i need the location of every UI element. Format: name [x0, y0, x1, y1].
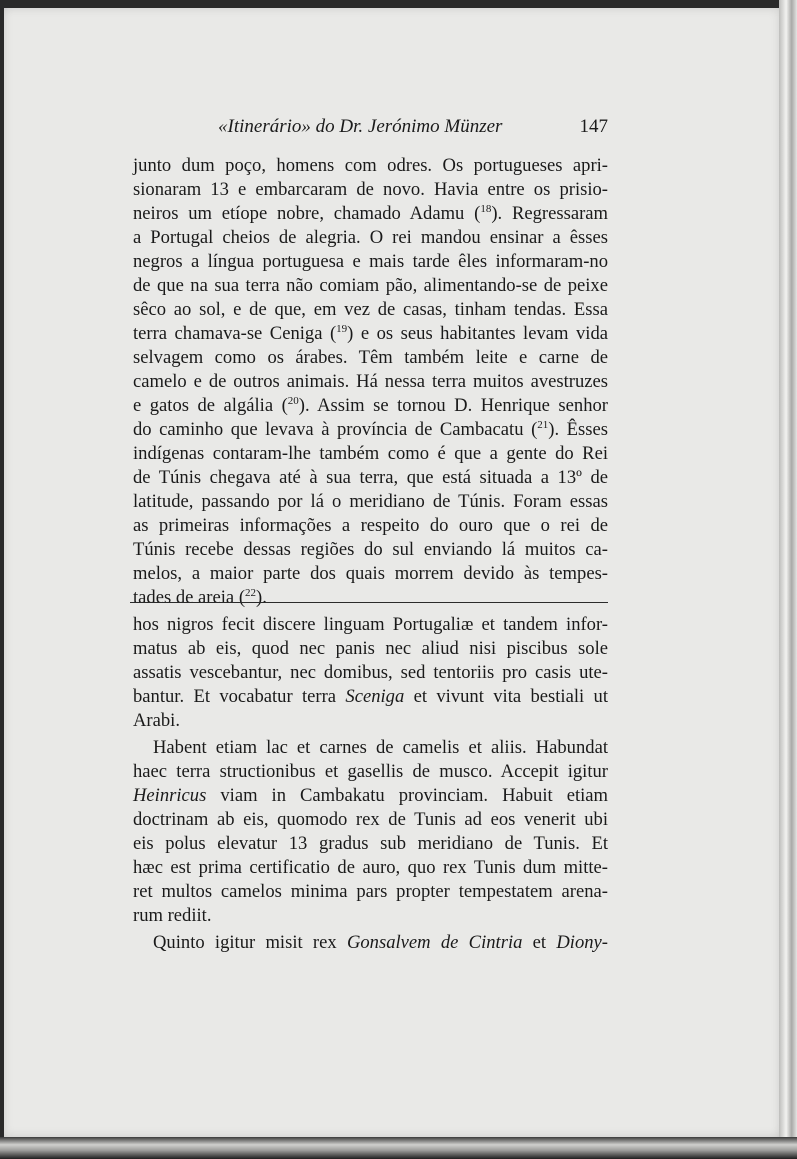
- text-line: Túnis recebe dessas regiões do sul enviando lá muitos ca-: [133, 539, 608, 560]
- running-head-title: «Itinerário» do Dr. Jerónimo Münzer: [218, 116, 503, 137]
- latin-line: hæc est prima certificatio de auro, quo rex Tunis dum mitte-: [133, 857, 608, 878]
- text-line: junto dum poço, homens com odres. Os portugueses apri-: [133, 155, 608, 176]
- text-line: melos, a maior parte dos quais morrem devido às tempes-: [133, 563, 608, 584]
- page-number: 147: [579, 116, 608, 137]
- page-stack-bottom-edge: [0, 1137, 797, 1159]
- latin-line: Quinto igitur misit rex Gonsalvem de Cintria et Diony-: [153, 932, 608, 953]
- latin-line: doctrinam ab eis, quomodo rex de Tunis ad eos venerit ubi: [133, 809, 608, 830]
- latin-line: assatis vescebantur, nec domibus, sed tentoriis pro casis ute-: [133, 662, 608, 683]
- text-line: terra chamava-se Ceniga ($^{19}$) e os seus habitantes levam vida: [133, 322, 609, 344]
- text-line: indígenas contaram-lhe também como é que a gente do Rei: [133, 443, 608, 464]
- text-line: de que na sua terra não comiam pão, alimentando-se de peixe: [133, 275, 608, 296]
- text-line: sêco ao sol, e de que, em vez de casas, tinham tendas. Essa: [133, 299, 608, 320]
- text-line: sionaram 13 e embarcaram de novo. Havia entre os prisio-: [133, 179, 608, 200]
- latin-line: haec terra structionibus et gasellis de musco. Accepit igitur: [133, 761, 608, 782]
- latin-line: rum rediit.: [133, 905, 212, 926]
- text-line: a Portugal cheios de alegria. O rei mandou ensinar a êsses: [133, 227, 608, 248]
- text-line: as primeiras informações a respeito do ouro que o rei de: [133, 515, 608, 536]
- latin-line: Arabi.: [133, 710, 180, 731]
- text-line: negros a língua portuguesa e mais tarde êles informaram-no: [133, 251, 608, 272]
- text-line: camelo e de outros animais. Há nessa terra muitos avestruzes: [133, 371, 608, 392]
- latin-line: ret multos camelos minima pars propter tempestatem arena-: [133, 881, 608, 902]
- text-line: e gatos de algália ($^{20}$). Assim se tornou D. Henrique senhor: [133, 394, 608, 416]
- latin-line: Heinricus viam in Cambakatu provinciam. Habuit etiam: [133, 785, 608, 806]
- text-line: de Túnis chegava até à sua terra, que está situada a 13º de: [133, 467, 608, 488]
- text-line: neiros um etíope nobre, chamado Adamu ($^{18}$). Regressaram: [133, 202, 608, 224]
- latin-line: hos nigros fecit discere linguam Portugaliæ et tandem infor-: [133, 614, 608, 635]
- text-line: latitude, passando por lá o meridiano de Túnis. Foram essas: [133, 491, 608, 512]
- running-head: [130, 116, 608, 142]
- text-line: selvagem como os árabes. Têm também leite e carne de: [133, 347, 608, 368]
- latin-line: bantur. Et vocabatur terra Sceniga et vivunt vita bestiali ut: [133, 686, 608, 707]
- text-line: do caminho que levava à província de Cambacatu ($^{21}$). Êsses: [133, 418, 608, 440]
- latin-line: eis polus elevatur 13 gradus sub meridiano de Tunis. Et: [133, 833, 608, 854]
- text-line: tades de areia ($^{22}$).: [133, 586, 267, 608]
- separator-rule: [130, 602, 608, 603]
- page-stack-right-edge: [779, 0, 797, 1159]
- latin-line: matus ab eis, quod nec panis nec aliud nisi piscibus sole: [133, 638, 608, 659]
- latin-line: Habent etiam lac et carnes de camelis et aliis. Habundat: [153, 737, 608, 758]
